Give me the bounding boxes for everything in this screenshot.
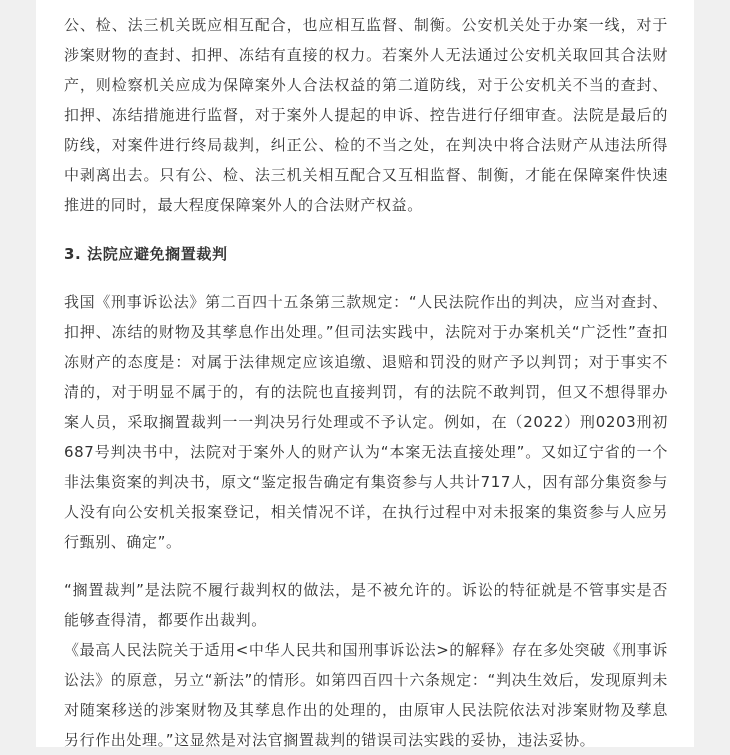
- paragraph-checks-and-balances: 公、检、法三机关既应相互配合，也应相互监督、制衡。公安机关处于办案一线，对于涉案财物的查封、扣押、冻结有直接的权力。若案外人无法通过公安机关取回其合法财产，则检察机关应成为保障案外人合法权益的第二道防线，对于公安机关不当的查封、扣押、冻结措施进行监督，对于案外人提起的申诉、控告进行仔细审查。法院是最后的防线，对案件进行终局裁判，纠正公、检的不当之处，在判决中将合法财产从违法所得中剥离出去。只有公、检、法三机关相互配合又互相监督、制衡，才能在保障案件快速推进的同时，最大程度保障案外人的合法财产权益。: [64, 16, 668, 214]
- section-heading: 3. 法院应避免搁置裁判: [64, 245, 228, 263]
- article-page: [36, 0, 694, 747]
- article-body: [64, 10, 668, 755]
- paragraph-shelved-judgment: “搁置裁判”是法院不履行裁判权的做法，是不被允许的。诉讼的特征就是不管事实是否能够查得清，都要作出裁判。: [64, 581, 668, 629]
- paragraph-judicial-interpretation: 《最高人民法院关于适用<中华人民共和国刑事诉讼法>的解释》存在多处突破《刑事诉讼法》的原意，另立“新法”的情形。如第四百四十六条规定：“判决生效后，发现原判未对随案移送的涉案财物及其孳息作出的处理的，由原审人民法院依法对涉案财物及孳息另行作出处理。”这显然是对法官搁置裁判的错误司法实践的妥协，违法妥协。: [64, 641, 668, 749]
- paragraph-criminal-procedure-law: 我国《刑事诉讼法》第二百四十五条第三款规定：“人民法院作出的判决，应当对查封、扣押、冻结的财物及其孳息作出处理。”但司法实践中，法院对于办案机关“广泛性”查扣冻财产的态度是：对属于法律规定应该追缴、退赔和罚没的财产予以判罚；对于事实不清的，对于明显不属于的，有的法院也直接判罚，有的法院不敢判罚，但又不想得罪办案人员，采取搁置裁判一一判决另行处理或不予认定。例如，在（2022）刑0203刑初687号判决书中，法院对于案外人的财产认为“本案无法直接处理”。又如辽宁省的一个非法集资案的判决书，原文“鉴定报告确定有集资参与人共计717人，因有部分集资参与人没有向公安机关报案登记，相关情况不详，在执行过程中对未报案的集资参与人应另行甄别、确定”。: [64, 293, 668, 551]
